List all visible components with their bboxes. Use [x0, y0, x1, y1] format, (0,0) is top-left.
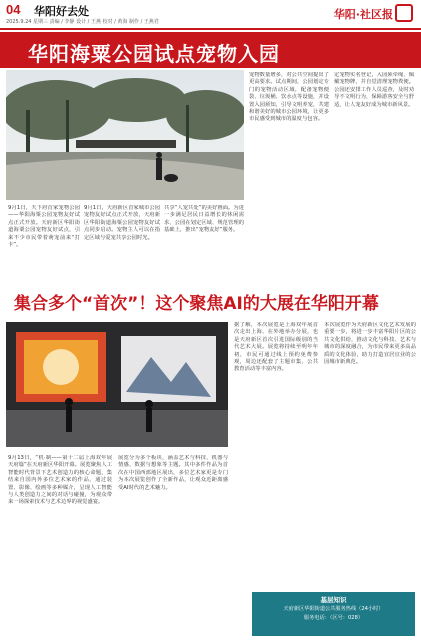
article1-col3: 宠物数量增多，对公共空间提出了更高要求。试点期间，公园划定专门的宠物活动区域，配备宠物便袋、垃圾桶、饮水点等设施，并设置入园须知，引导文明养宠，共建和谐美好的城市公园环境，让更多市民感受到城市的温度与包容。 — [249, 72, 329, 123]
section-title: 华阳好去处 — [34, 5, 89, 18]
newspaper-brand — [334, 4, 413, 22]
article2-col4: 本次展览作为天府新区文化艺术发展的重要一步，将进一步丰富华阳片区的公共文化供给，推动文化与科技、艺术与城市的深度融合，为市民带来更多高品质的文化体验，助力打造宜居宜业的公园城市新典范。 — [324, 322, 416, 366]
promo-hotline: 天府新区华阳街道公共服务热线（24小时） — [283, 606, 384, 612]
article2-col1: 9月13日，“机·制——第十二届上海双年展天府篇”在天府新区华阳开幕。展览聚焦人工智能时代背景下艺术创造力的核心命题，集结来自国内外多位艺术家的作品，通过装置、影像、绘画等多种媒介，呈现人工智能与人类创造力之间的对话与碰撞，为观众带来一场探索技术与艺术边界的视觉盛宴。 — [8, 455, 112, 506]
page-number: 04 — [6, 2, 21, 17]
park-scene-image — [6, 70, 244, 200]
promo-title: 基层知识 — [320, 596, 347, 604]
article2-headline: 集合多个“首次”！这个聚焦AI的大展在华阳开幕 — [14, 294, 379, 314]
article2-col2: 展览分为多个板块，涵盖艺术与科技、机器与情感、数据与想象等主题。其中多件作品为首次在中国西部地区展出，多位艺术家更是专门为本次展览创作了全新作品，让观众近距离感受AI时代的艺术魅力。 — [118, 455, 228, 491]
article1-headline-banner — [0, 32, 421, 68]
brand-logo-icon — [395, 4, 413, 22]
exhibition-hall-image — [6, 322, 228, 447]
info-promo-box — [252, 592, 415, 636]
page-masthead — [0, 0, 421, 30]
promo-phone: 服务电话：（区号：028） — [303, 615, 364, 621]
article1-photo — [6, 70, 244, 200]
article1-caption: 9月1日，天下府首家宠物公园——华阳海粟公园宠物友好试点正式开放。天府新区华阳街道海粟公园宠物友好试点，引来不少市民带着萌宠前来“打卡”。 — [8, 205, 80, 249]
article2-col3: 据了解，本次展览是上海双年展首次走出上海、在外地举办分展，也是天府新区首次引进国际级别的当代艺术大展。展览将持续至明年年初，市民可通过线上预约免费参观，周边还配套了主题市集、公共教育活动等丰富内容。 — [234, 322, 318, 373]
article1-headline: 华阳海粟公园试点宠物入园 — [28, 42, 280, 66]
article1-col4: 定宠物实名登记，入园须牵绳、佩戴宠物牌，并自觉清理宠物粪便。公园还安排工作人员巡查，及时劝导不文明行为，保障游客安全与舒适，让人宠友好成为城市新风景。 — [334, 72, 414, 108]
article1-col2: 共享“人宠共处”的美好画面。为进一步满足居民日益增长的休闲需求，公园在划定区域、规范管理的基础上，推出“宠物友好”服务。 — [164, 205, 244, 234]
article1-col1: 9月1日，天府新区首家城市公园宠物友好试点正式开放，天府新区华阳街道海粟公园宠物友好试点同步启动。宠物主人可以在指定区域与爱宠共享公园时光。 — [84, 205, 160, 241]
article2-headline-banner — [0, 285, 421, 315]
article2-photo — [6, 322, 228, 447]
brand-name: 华阳·社区报 — [333, 8, 393, 21]
issue-meta: 2025.9.24 星期三 责编 / 李静 设计 / 王燕 校对 / 黄海 制作 / 王燕君 — [6, 19, 159, 25]
